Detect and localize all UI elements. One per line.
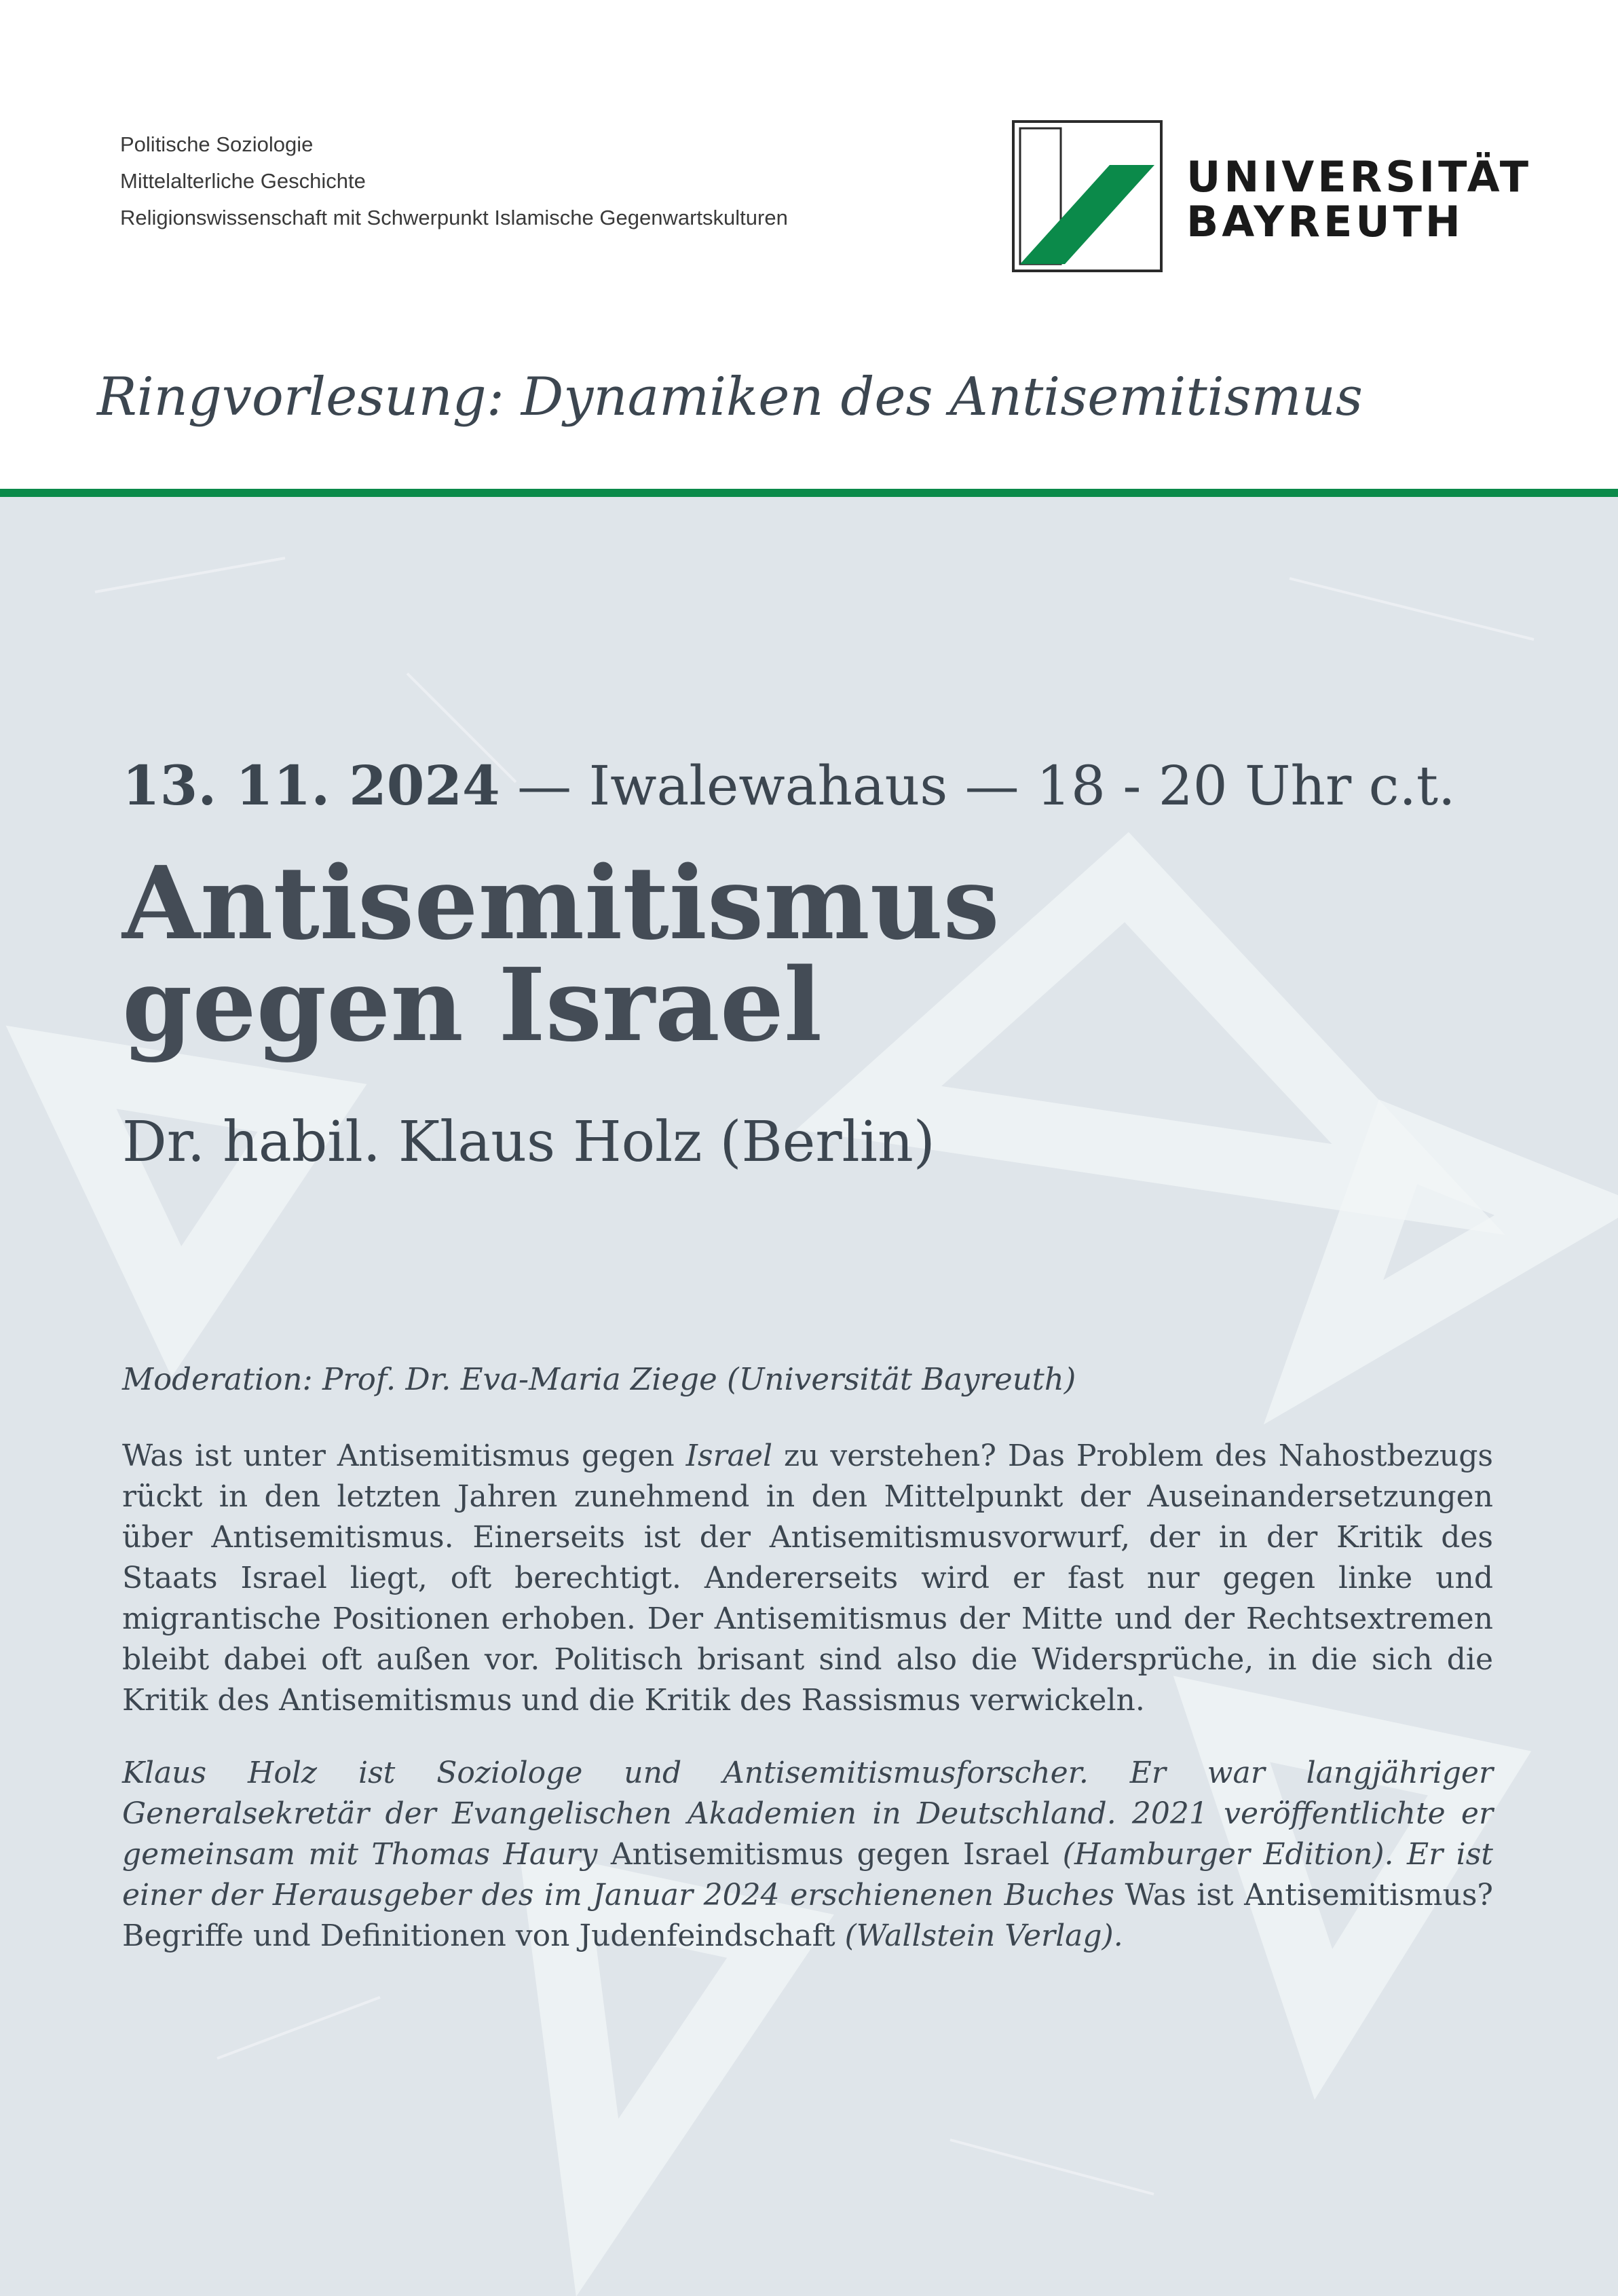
department-item: Politische Soziologie bbox=[120, 132, 314, 156]
title-line: Antisemitismus bbox=[122, 844, 1000, 962]
separator: — bbox=[500, 754, 589, 817]
page-header bbox=[0, 0, 1618, 492]
university-logo-mark bbox=[1012, 120, 1163, 272]
bio-paragraph: Klaus Holz ist Soziologe und Antisemitismusforscher. Er war langjähriger Generalsekretär der Evangelischen Akademien in Deutschland. 2021 veröffentlichte er gemeinsam mit Thomas Haury Antisemitismus gegen Israel (Hamburger Edition). Er ist einer der Herausgeber des im Januar 2024 erschienenen Buches Was ist Antisemitismus? Begriffe und Definitionen von Judenfeindschaft (Wallstein Verlag). bbox=[122, 1756, 1493, 1953]
abstract-paragraph: Was ist unter Antisemitismus gegen Israel zu verstehen? Das Problem des Nahostbezugs rückt in den letzten Jahren zunehmend in den Mittelpunkt der Auseinandersetzungen über Antisemitismus. Einerseits ist der Antisemitismusvorwurf, der in der Kritik des Staats Israel liegt, oft berechtigt. Andererseits wird er fast nur gegen linke und migrantische Positionen erhoben. Der Antisemitismus der Mitte und der Rechtsextremen bleibt dabei oft außen vor. Politisch brisant sind also die Widersprüche, in die sich die Kritik des Antisemitismus und die Kritik des Rassismus verwickeln. bbox=[122, 1439, 1493, 1718]
event-dateline bbox=[122, 754, 1455, 817]
university-logo-text: UNIVERSITÄT BAYREUTH bbox=[1186, 152, 1532, 246]
title-line: gegen Israel bbox=[122, 946, 823, 1064]
speaker-name: Dr. habil. Klaus Holz (Berlin) bbox=[122, 1110, 935, 1174]
department-list bbox=[120, 126, 788, 236]
event-time: 18 - 20 Uhr c.t. bbox=[1036, 754, 1456, 817]
logo-icon bbox=[1015, 123, 1160, 270]
department-item: Religionswissenschaft mit Schwerpunkt Islamische Gegenwartskulturen bbox=[120, 206, 788, 229]
event-location: Iwalewahaus bbox=[588, 754, 948, 817]
series-title: Ringvorlesung: Dynamiken des Antisemitismus bbox=[97, 367, 1363, 428]
event-title bbox=[122, 844, 1000, 1064]
moderation-line: Moderation: Prof. Dr. Eva-Maria Ziege (Universität Bayreuth) bbox=[122, 1361, 1076, 1397]
separator: — bbox=[947, 754, 1037, 817]
department-item: Mittelalterliche Geschichte bbox=[120, 169, 366, 193]
event-date: 13. 11. 2024 bbox=[122, 754, 500, 817]
green-divider bbox=[0, 489, 1618, 497]
